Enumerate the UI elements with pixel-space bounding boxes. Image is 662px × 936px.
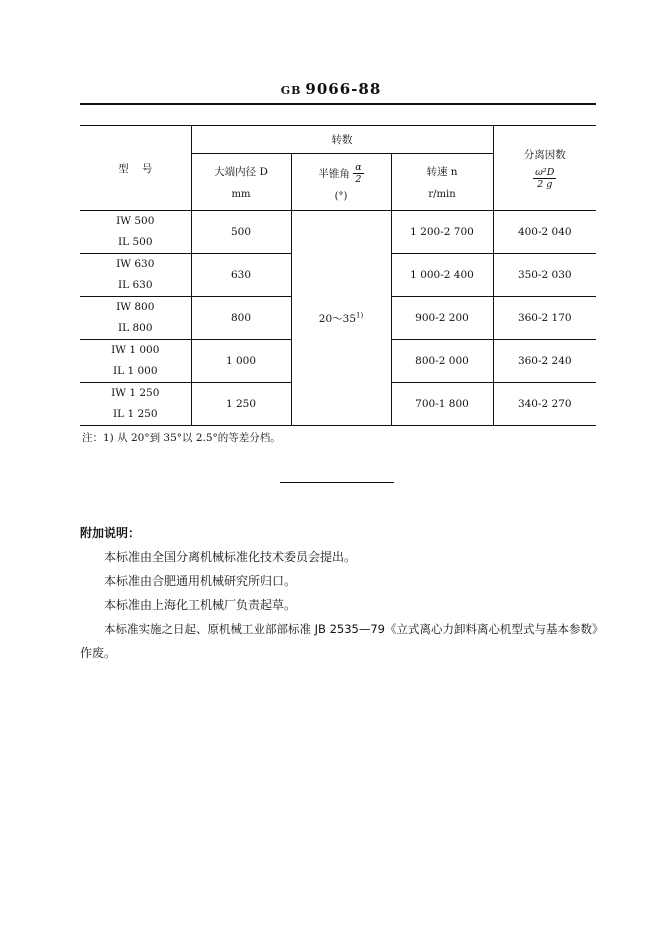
sep-cell: 400-2 040 — [493, 211, 596, 254]
rpm-cell: 900-2 200 — [391, 297, 493, 340]
rpm-cell: 700-1 800 — [391, 383, 493, 426]
model-iw: IW 630 — [116, 258, 155, 270]
sep-cell: 340-2 270 — [493, 383, 596, 426]
appendix-heading: 附加说明： — [80, 526, 141, 540]
header-cone-label: 半锥角 — [318, 167, 350, 180]
header-speed-group: 转数 — [191, 126, 493, 154]
model-cell — [80, 211, 191, 254]
header-diameter — [191, 154, 291, 211]
header-rpm-label: 转速 n — [426, 166, 458, 178]
header-rpm — [391, 154, 493, 211]
diameter-cell: 1 250 — [191, 383, 291, 426]
appendix — [80, 521, 604, 665]
cone-footnote-ref: 1) — [356, 311, 364, 319]
model-iw: IW 500 — [116, 215, 155, 227]
appendix-line: 本标准由全国分离机械标准化技术委员会提出。 — [104, 550, 357, 564]
parameter-table — [80, 125, 596, 426]
diameter-cell: 630 — [191, 254, 291, 297]
diameter-cell: 500 — [191, 211, 291, 254]
cone-angle-cell — [291, 211, 391, 426]
table-footnote: 注：1) 从 20°到 35°以 2.5°的等差分档。 — [82, 432, 281, 444]
diameter-cell: 1 000 — [191, 340, 291, 383]
appendix-line: 本标准由上海化工机械厂负责起草。 — [104, 598, 297, 612]
rpm-cell: 1 000-2 400 — [391, 254, 493, 297]
header-rule — [80, 103, 596, 105]
rpm-cell: 1 200-2 700 — [391, 211, 493, 254]
model-il: IL 800 — [118, 322, 153, 334]
model-cell — [80, 254, 191, 297]
cone-angle-value: 20～35 — [318, 312, 357, 325]
rpm-cell: 800-2 000 — [391, 340, 493, 383]
model-cell — [80, 297, 191, 340]
sep-denominator: 2 g — [537, 179, 553, 190]
header-rpm-unit: r/min — [428, 189, 456, 200]
table-row — [80, 211, 596, 254]
sep-cell: 360-2 240 — [493, 340, 596, 383]
standard-prefix: GB — [280, 84, 302, 97]
header-cone-angle — [291, 154, 391, 211]
header-diameter-unit: mm — [231, 189, 251, 200]
sep-numerator: ω²D — [535, 166, 555, 178]
end-rule — [280, 482, 394, 483]
model-iw: IW 1 250 — [111, 387, 160, 399]
sep-fraction — [533, 168, 556, 190]
model-il: IL 500 — [118, 236, 153, 248]
header-sep-label: 分离因数 — [523, 148, 566, 161]
cone-numerator: α — [355, 161, 362, 173]
model-il: IL 630 — [118, 279, 153, 291]
appendix-line-continuation: 作废。 — [80, 646, 117, 660]
model-iw: IW 800 — [116, 301, 155, 313]
sep-cell: 360-2 170 — [493, 297, 596, 340]
sep-cell: 350-2 030 — [493, 254, 596, 297]
model-il: IL 1 000 — [112, 365, 158, 377]
header-cone-unit: (°) — [334, 190, 348, 202]
diameter-cell: 800 — [191, 297, 291, 340]
cone-fraction — [353, 163, 363, 185]
standard-number — [0, 80, 662, 98]
header-separation-factor — [493, 126, 596, 211]
header-model: 型 号 — [80, 126, 191, 211]
appendix-line: 本标准实施之日起、原机械工业部部标准 JB 2535—79《立式离心力卸料离心机型式与基本参数》 — [104, 622, 604, 636]
cone-denominator: 2 — [355, 174, 362, 185]
appendix-line: 本标准由合肥通用机械研究所归口。 — [104, 574, 297, 588]
standard-code: 9066-88 — [305, 80, 382, 98]
model-il: IL 1 250 — [112, 408, 158, 420]
model-cell — [80, 383, 191, 426]
model-iw: IW 1 000 — [111, 344, 160, 356]
model-cell — [80, 340, 191, 383]
header-diameter-label: 大端内径 D — [214, 166, 268, 178]
